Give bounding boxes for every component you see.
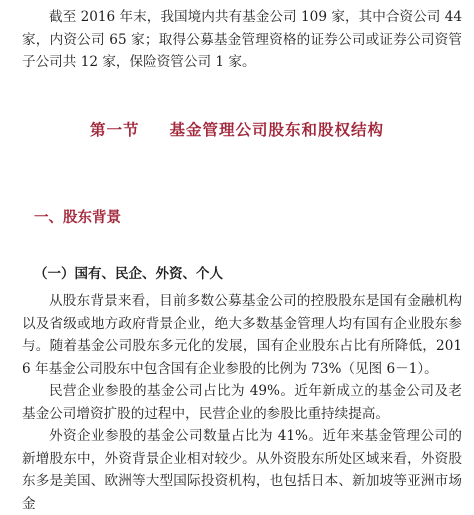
heading-shareholder-background: 一、股东背景 [34, 209, 121, 226]
body-paragraph-state-owned: 从股东背景来看，目前多数公募基金公司的控股股东是国有金融机构以及省级或地方政府背景企业，绝大多数基金管理人均有国有企业股东参与。随着基金公司股东多元化的发展，国有企业股东占比有所降低，2016 年基金公司股东中包含国有企业参股的比例为 73%（见图 6－1）。 [22, 293, 462, 377]
section-title-text: 基金管理公司股东和股权结构 [169, 120, 385, 139]
heading-shareholder-types: （一）国有、民企、外资、个人 [34, 266, 223, 282]
section-title [0, 118, 474, 140]
body-paragraph-private: 民营企业参股的基金公司占比为 49%。近年新成立的基金公司及老基金公司增资扩股的过程中，民营企业的参股比重持续提高。 [22, 383, 462, 422]
body-paragraph-foreign: 外资企业参股的基金公司数量占比为 41%。近年来基金管理公司的新增股东中，外资背景企业相对较少。从外资股东所处区域来看，外资股东多是美国、欧洲等大型国际投资机构，也包括日本、新加坡等亚洲市场金 [22, 428, 462, 512]
section-number: 第一节 [89, 120, 140, 139]
intro-paragraph: 截至 2016 年末，我国境内共有基金公司 109 家，其中合资公司 44 家，内资公司 65 家；取得公募基金管理资格的证券公司或证券公司资管子公司共 12 家，保险资管公司 1 家。 [22, 9, 462, 70]
